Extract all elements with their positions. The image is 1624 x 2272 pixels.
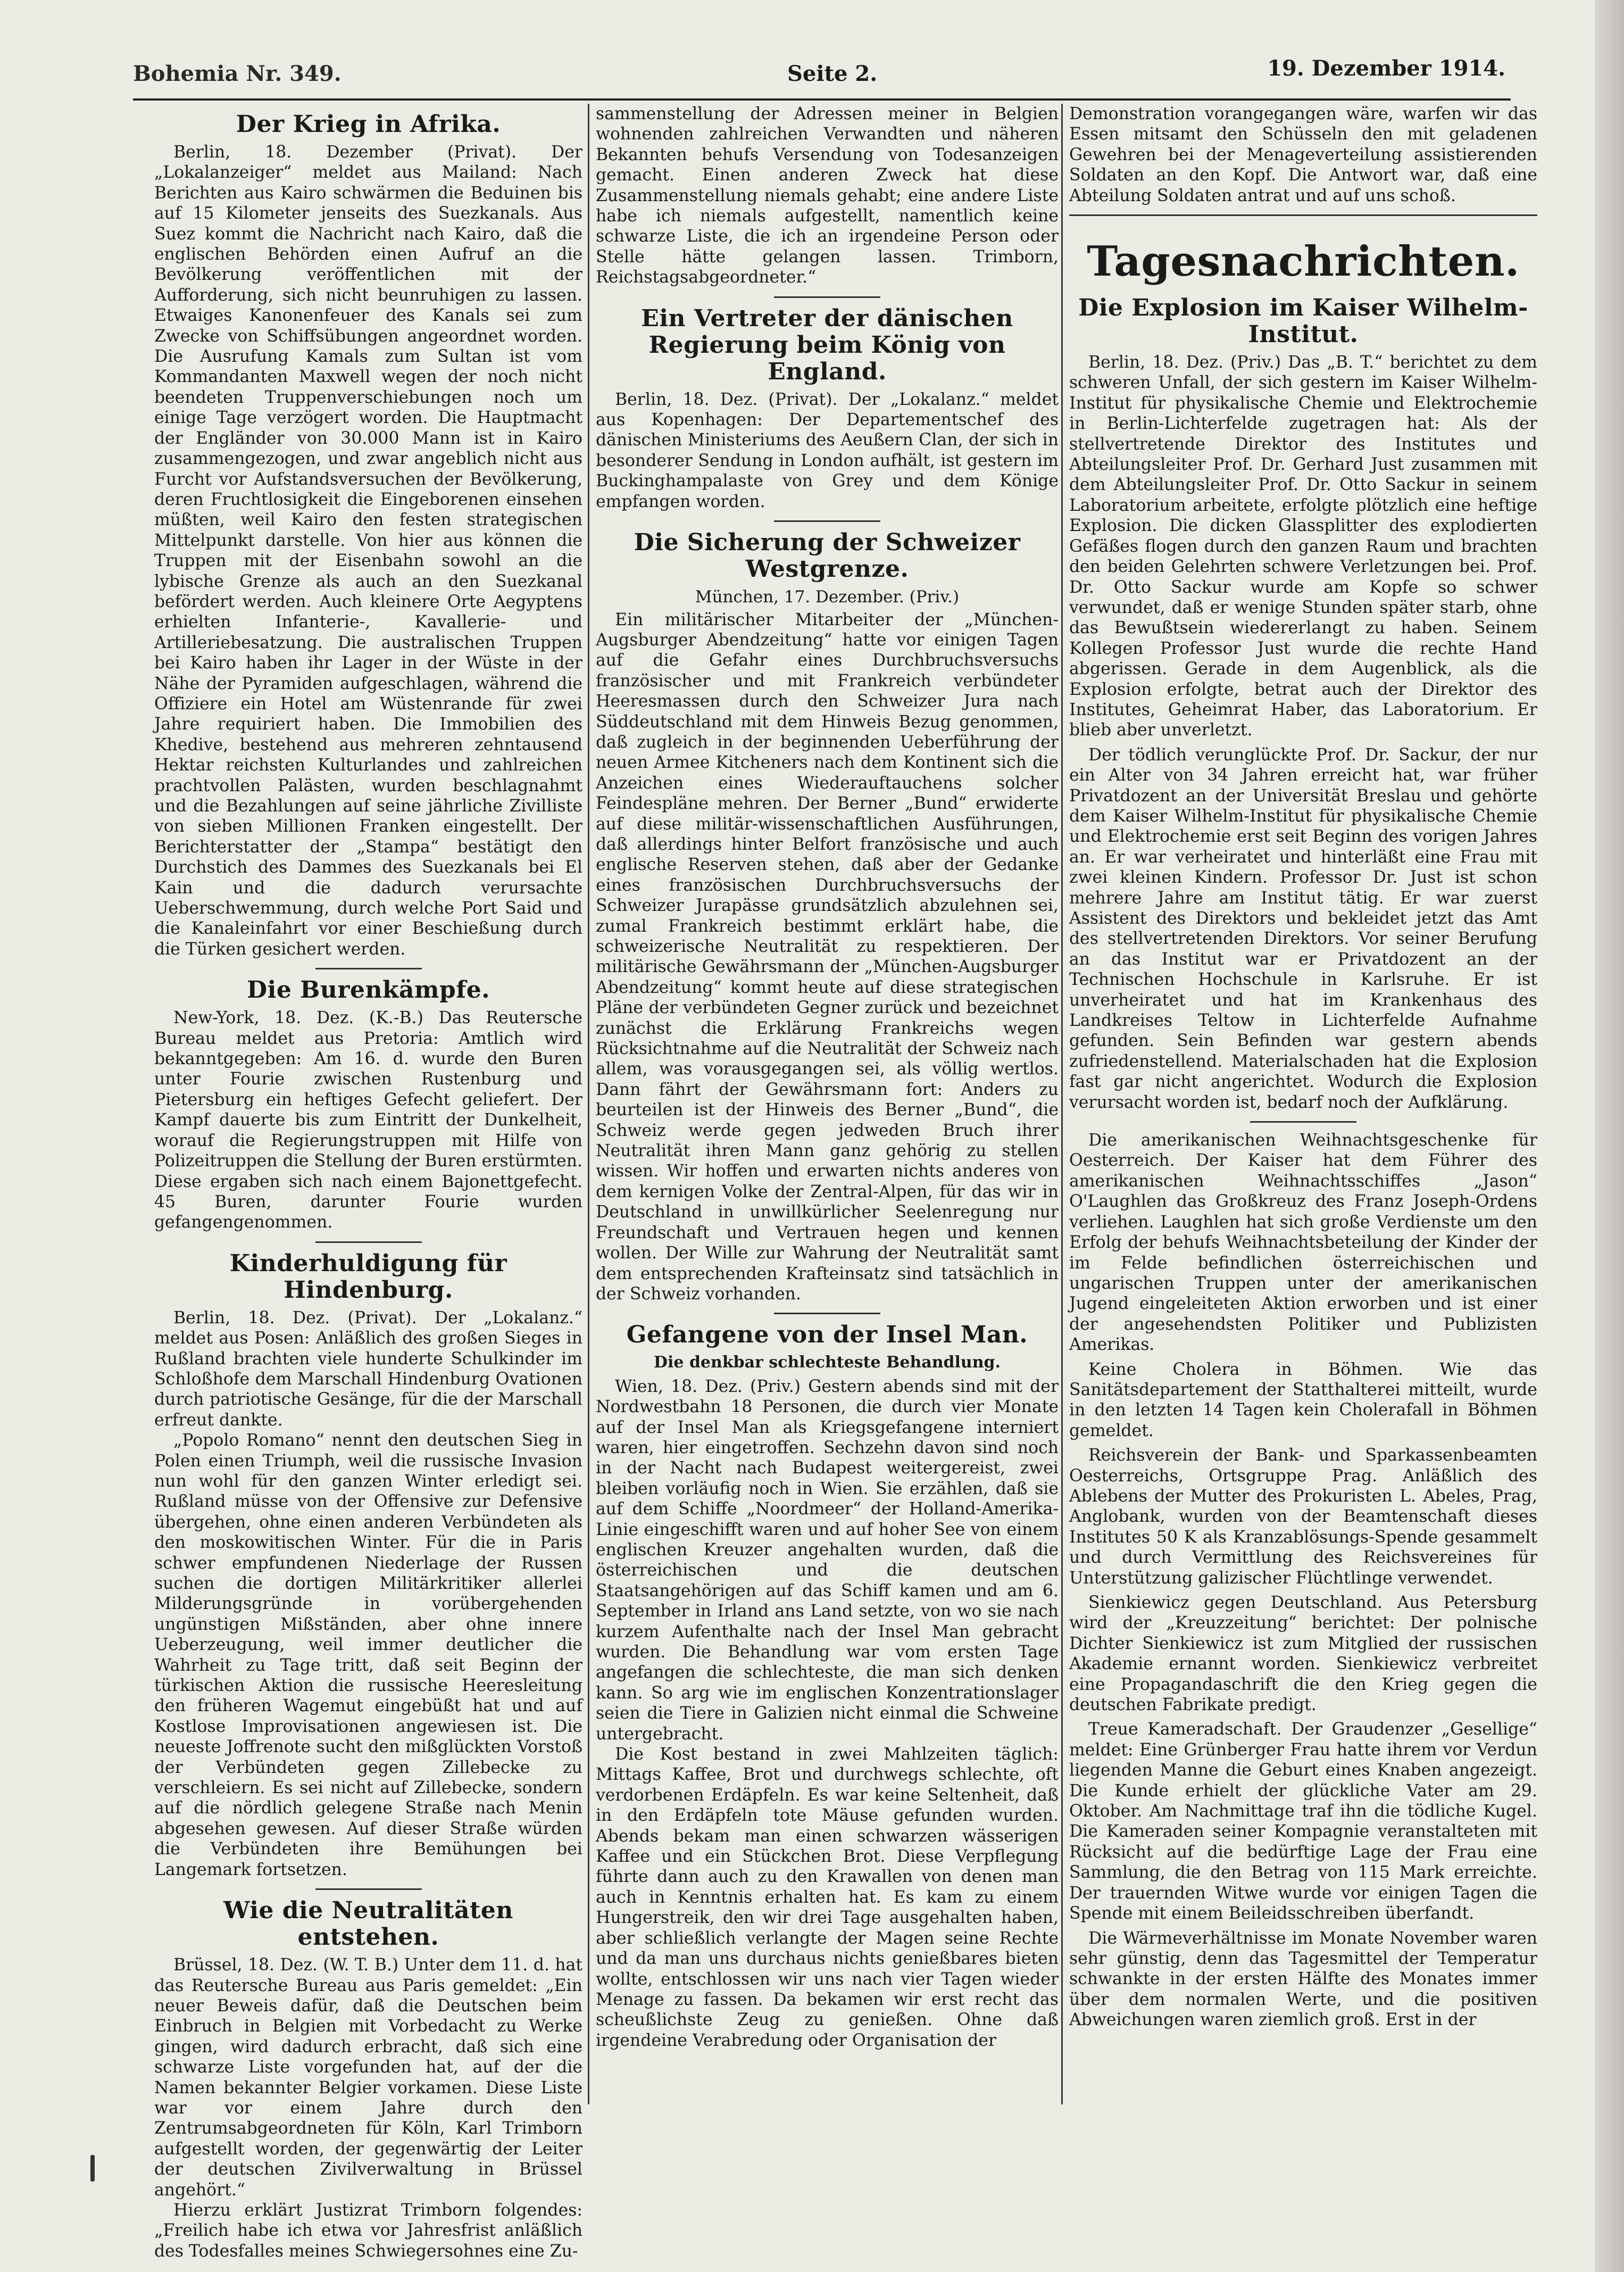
subheadline-behandlung: Die denkbar schlechteste Behandlung. [654, 1353, 1001, 1372]
article-schweiz-text: Ein militärischer Mitarbeiter der „München-Augsburger Abendzeitung“ hatte vor einigen Tagen auf die Gefahr eines Durchbruchsversuchs französischer und mit Frankreich verbündeter Heeresmassen durch den Schweizer Jura nach Süddeutschland mit dem Hinweis Bezug genommen, daß zugleich in der beginnenden Ueberführung der neuen Armee Kitcheners nach dem Kontinent sich die Anzeichen eines Wiederauftauchens solcher Feindespläne mehren. Der Berner „Bund“ erwiderte auf diese militär-wissenschaftlichen Ausführungen, daß allerdings hinter Belfort französische und auch englische Reserven stehen, daß aber der Gedanke eines französischen Durchbruchsversuchs der Schweizer Jurapässe grundsätzlich abzulehnen sei, zumal Frankreich bestimmt erklärt habe, die schweizerische Neutralität zu respektieren. Der militärische Gewährsmann der „München-Augsburger Abendzeitung“ kommt heute auf diese strategischen Pläne der verbündeten Gegner zurück und bezeichnet zunächst die Erklärung Frankreichs wegen Rücksichtnahme auf die Neutralität der Schweiz nach allem, was vorausgegangen sei, als völlig wertlos. Dann fährt der Gewährsmann fort: Anders zu beurteilen ist der Hinweis des Berner „Bund“, die Schweiz werde gegen jedweden Bruch ihrer Neutralität ihren Mann ganz gehörig zu stellen wissen. Wir hoffen und erwarten nichts anderes von dem kernigen Volke der Zentral-Alpen, für das wir in Deutschland in unwillkürlicher Seelenregung nur Freundschaft und Vertrauen hegen und kennen wollen. Der Wille zur Wahrung der Neutralität samt dem entsprechenden Krafteinsatz sind tatsächlich in der Schweiz vorhanden. [596, 610, 1059, 1304]
news-sienkiewicz: Sienkiewicz gegen Deutschland. Aus Petersburg wird der „Kreuzzeitung“ berichtet: Der polnische Dichter Sienkiewicz ist zum Mitglied der russischen Akademie ernannt worden. Sienkiewicz verbreitet eine Propagandaschrift die den Krieg gegen die deutschen Fabrikate predigt. [1069, 1593, 1537, 1715]
headline-insel-man: Gefangene von der Insel Man. [626, 1321, 1028, 1349]
divider [1250, 1121, 1356, 1123]
headline-explosion: Die Explosion im Kaiser Wilhelm-Institut. [1078, 294, 1528, 349]
header-rule [133, 98, 1511, 101]
divider [1069, 214, 1537, 216]
divider [774, 296, 880, 298]
news-keine-cholera: Keine Cholera in Böhmen. Wie das Sanitätsdepartement der Statthalterei mitteilt, wurde in den letzten 14 Tagen kein Cholerafall in Böhmen gemeldet. [1069, 1359, 1537, 1440]
news-kameradschaft: Treue Kameradschaft. Der Graudenzer „Gesellige“ meldet: Eine Grünberger Frau hatte ihrem vor Verdun liegenden Manne die Geburt eines Knaben angezeigt. Die Kunde erhielt der glückliche Vater am 29. Oktober. Am Nachmittage traf ihn die tödliche Kugel. Die Kameraden seiner Kompagnie veranstalteten mit Rücksicht auf die bedürftige Lage der Frau eine Sammlung, die den Betrag von 115 Mark erreichte. Der trauernden Witwe wurde vor einigen Tagen die Spende mit einem Beileidsschreiben überfandt. [1069, 1720, 1537, 1923]
header-page-number: Seite 2. [787, 61, 878, 86]
news-reichsverein: Reichsverein der Bank- und Sparkassenbeamten Oesterreichs, Ortsgruppe Prag. Anläßlich des Ablebens der Mutter des Prokuristen L. Abeles, Prag, Anglobank, wurden von der Beamtenschaft dieses Institutes 50 K als Kranzablösungs-Spende gesammelt und durch Vermittlung des Reichsvereines für Unterstützung galizischer Flüchtlinge verwendet. [1069, 1446, 1537, 1588]
headline-krieg-in-afrika: Der Krieg in Afrika. [236, 111, 501, 138]
divider [315, 968, 422, 969]
article-insel-man-kost: Die Kost bestand in zwei Mahlzeiten täglich: Mittags Kaffee, Brot und durchwegs schlechte, oft verdorbenen Erdäpfeln. Es war keine Seltenheit, daß in den Erdäpfeln tote Mäuse gefunden wurden. Abends bekam man einen schwarzen wässerigen Kaffee und ein Stückchen Brot. Diese Verpflegung führte dann auch zu den Krawallen von denen man auch in Kenntnis erhalten hat. Es kam zu einem Hungerstreik, den wir drei Tage ausgehalten haben, aber schließlich verlangte der Magen seine Rechte und da man uns durchaus nichts genießbares bieten wollte, entschlossen wir uns nach vier Tagen wieder Menage zu fassen. Da bekamen wir erst recht das scheußlichste Zeug zu genießen. Ohne daß irgendeine Verabredung oder Organisation der [596, 1745, 1059, 2050]
dateline-muenchen: München, 17. Dezember. (Priv.) [695, 587, 960, 607]
page-header [133, 51, 1505, 93]
article-bruessel-text: Brüssel, 18. Dez. (W. T. B.) Unter dem 11. d. hat das Reutersche Bureau aus Paris gemeldet: „Ein neuer Beweis dafür, daß die Deutschen beim Einbruch in Belgien mit Vorbedacht zu Werke gingen, wird dadurch erbracht, daß sich eine schwarze Liste vorgefunden hat, auf der die Namen bekannter Belgier vorkamen. Diese Liste war vor einem Jahre durch den Zentrumsabgeordneten für Köln, Karl Trimborn aufgestellt worden, der gegenwärtig der Leiter der deutschen Zivilverwaltung in Brüssel angehört.“ [154, 1955, 582, 2200]
headline-schweizer-westgrenze: Die Sicherung der Schweizer Westgrenze. [634, 529, 1021, 583]
column-1 [154, 104, 582, 2261]
article-sackur-text: Der tödlich verunglückte Prof. Dr. Sackur, der nur ein Alter von 34 Jahren erreicht hat, war früher Privatdozent an der Universität Breslau und gehörte dem Kaiser Wilhelm-Institut für physikalische Chemie und Elektrochemie erst seit Beginn des vorigen Jahres an. Er war verheiratet und hinterläßt eine Frau mit zwei kleinen Kindern. Professor Dr. Just ist schon mehrere Jahre am Institut tätig. Er war zuerst Assistent des Direktors und bekleidet jetzt das Amt des stellvertretenden Direktors. Vor seiner Berufung an das Institut war er Privatdozent an der Technischen Hochschule in Karlsruhe. Er ist unverheiratet und hat im Krankenhaus des Landkreises Teltow in Lichterfelde Aufnahme gefunden. Sein Befinden war gestern abends zufriedenstellend. Materialschaden hat die Explosion fast gar nicht angerichtet. Wodurch die Explosion verursacht worden ist, bedarf noch der Aufklärung. [1069, 745, 1537, 1112]
column-2 [596, 104, 1059, 2120]
column-separator-2 [1061, 104, 1063, 2104]
article-afrika-text: Berlin, 18. Dezember (Privat). Der „Lokalanzeiger“ meldet aus Mailand: Nach Berichten aus Kairo schwärmen die Beduinen bis auf 15 Kilometer jenseits des Suezkanals. Aus Suez kommt die Nachricht nach Kairo, daß die englischen Behörden einen Aufruf an die Bevölkerung veröffentlichen mit der Aufforderung, sich nicht beunruhigen zu lassen. Etwaiges Kanonenfeuer des Kanals sei zum Zwecke von Schiffsübungen angeordnet worden. Die Ausrufung Kamals zum Sultan ist vom Kommandanten Maxwell wegen der noch nicht beendeten Truppenverschiebungen noch um einige Tage verzögert worden. Die Hauptmacht der Engländer von 30.000 Mann ist in Kairo zusammengezogen, und zwar angeblich nicht aus Furcht vor Aufstandsversuchen der Bevölkerung, deren Fruchtlosigkeit die Eingeborenen einsehen müßten, weil Kairo den festen strategischen Mittelpunkt darstelle. Von hier aus können die Truppen mit der Eisenbahn sowohl an die lybische Grenze als auch an den Suezkanal befördert werden. Auch kleinere Orte Aegyptens erhielten Infanterie-, Kavallerie- und Artilleriebesatzung. Die australischen Truppen bei Kairo haben ihr Lager in der Wüste in der Nähe der Pyramiden aufgeschlagen, während die Offiziere ein Hotel am Wüstenrande für zwei Jahre requiriert haben. Die Immobilien des Khedive, bestehend aus mehreren zehntausend Hektar reichsten Kulturlandes und zahlreichen prachtvollen Palästen, wurden beschlagnahmt und die Bezahlungen auf seine jährliche Zivilliste von sieben Millionen Franken eingestellt. Der Berichterstatter der „Stampa“ bestätigt den Durchstich des Dammes des Suezkanals bei El Kain und die dadurch verursachte Ueberschwemmung, durch welche Port Said und die Kanaleinfahrt vor einer Beschießung durch die Türken gesichert werden. [154, 143, 582, 959]
news-weihnachtsgeschenke: Die amerikanischen Weihnachtsgeschenke für Oesterreich. Der Kaiser hat dem Führer des amerikanischen Weihnachtsschiffes „Jason“ O'Laughlen das Großkreuz des Franz Joseph-Ordens verliehen. Laughlen hat sich große Verdienste um den Erfolg der behufs Weihnachtsbeteilung der Kinder der im Felde befindlichen österreichischen und ungarischen Truppen unter der amerikanischen Jugend eingeleiteten Aktion erworben und ist einer der angesehendsten Politiker und Publizisten Amerikas. [1069, 1131, 1537, 1355]
header-issue: Bohemia Nr. 349. [133, 61, 342, 86]
divider [315, 1888, 422, 1890]
article-buren-text: New-York, 18. Dez. (K.-B.) Das Reutersche Bureau meldet aus Pretoria: Amtlich wird bekanntgegeben: Am 16. d. wurde den Buren unter Fourie zwischen Rustenburg und Pietersburg ein heftiges Gefecht geliefert. Der Kampf dauerte bis zum Eintritt der Dunkelheit, worauf die Regierungstruppen mit Hilfe von Polizeitruppen die Stellung der Buren erstürmten. Diese ergaben sich nach einem Bajonettgefecht. 45 Buren, darunter Fourie wurden gefangengenommen. [154, 1008, 582, 1232]
news-waermeverhaeltnisse: Die Wärmeverhältnisse im Monate November waren sehr günstig, denn das Tagesmittel der Temperatur schwankte in der ersten Hälfte des Monates immer über dem normalen Werte, und die positiven Abweichungen waren ziemlich groß. Erst in der [1069, 1928, 1537, 2030]
column-3 [1069, 104, 1537, 2120]
column-separator-1 [588, 104, 589, 2104]
divider [315, 1241, 422, 1243]
divider [774, 520, 880, 522]
article-popolo-romano-text: „Popolo Romano“ nennt den deutschen Sieg in Polen einen Triumph, weil die russische Invasion nun wohl für den ganzen Winter erledigt sei. Rußland müsse von der Offensive zur Defensive übergehen, ohne einen anderen Verbündeten als den moskowitischen Winter. Für die in Paris schwer empfundenen Niederlage der Russen suchen die dortigen Militärkritiker allerlei Milderungsgründe in vorübergehenden ungünstigen Mißständen, aber ohne innere Ueberzeugung, weil immer deutlicher die Wahrheit zu Tage tritt, daß seit Beginn der türkischen Aktion die russische Heeresleitung den früheren Wagemut eingebüßt hat und auf Kostlose Improvisationen angewiesen ist. Die neueste Joffrenote sucht den mißglückten Vorstoß der Verbündeten gegen Zillebecke zu verschleiern. Es sei nicht auf Zillebecke, sondern auf die nördlich gelegene Straße nach Menin abgesehen gewesen. Auf dieser Straße würden die Verbündeten ihre Bemühungen bei Langemark fortsetzen. [154, 1431, 582, 1879]
header-date: 19. Dezember 1914. [1267, 56, 1505, 81]
article-explosion-text: Berlin, 18. Dez. (Priv.) Das „B. T.“ berichtet zu dem schweren Unfall, der sich gestern im Kaiser Wilhelm-Institut für physikalische Chemie und Elektrochemie in Berlin-Lichterfelde zugetragen hat: Als der stellvertretende Direktor des Institutes und Abteilungsleiter Prof. Dr. Gerhard Just zusammen mit dem Abteilungsleiter Prof. Dr. Otto Sackur in seinem Laboratorium arbeitete, erfolgte plötzlich eine heftige Explosion. Die dicken Glassplitter des explodierten Gefäßes flogen durch den ganzen Raum und brachten den beiden Gelehrten schwere Verletzungen bei. Prof. Dr. Otto Sackur wurde am Kopfe so schwer verwundet, daß er wenige Stunden später starb, ohne das Bewußtsein wiedererlangt zu haben. Seinem Kollegen Professor Just wurde die rechte Hand abgerissen. Gerade in dem Augenblick, als die Explosion erfolgte, betrat auch der Direktor des Institutes, Geheimrat Haber, das Laboratorium. Er blieb aber unverletzt. [1069, 353, 1537, 740]
article-trimborn-continued: sammenstellung der Adressen meiner in Belgien wohnenden zahlreichen Verwandten und näheren Bekannten behufs Versendung von Todesanzeigen gemacht. Einen anderen Zweck hat diese Zusammenstellung niemals gehabt; eine andere Liste habe ich niemals aufgestellt, namentlich keine schwarze Liste, die ich an irgendeine Person oder Stelle hätte gelangen lassen. Trimborn, Reichstagsabgeordneter.“ [596, 104, 1059, 287]
headline-neutralitaeten: Wie die Neutralitäten entstehen. [223, 1897, 513, 1951]
article-insel-man-continued: Demonstration vorangegangen wäre, warfen wir das Essen mitsamt den Schüsseln den mit geladenen Gewehren bei der Menageverteilung assistierenden Soldaten an den Kopf. Die Antwort war, daß eine Abteilung Soldaten antrat und auf uns schoß. [1069, 104, 1537, 205]
section-title-tagesnachrichten: Tagesnachrichten. [1087, 237, 1520, 286]
page-edge-shadow [1595, 0, 1624, 2272]
headline-hindenburg: Kinderhuldigung für Hindenburg. [229, 1249, 507, 1304]
article-insel-man-text: Wien, 18. Dez. (Priv.) Gestern abends sind mit der Nordwestbahn 18 Personen, die durch vier Monate auf der Insel Man als Kriegsgefangene interniert waren, hier eingetroffen. Sechzehn davon sind noch in der Nacht nach Budapest weitergereist, zwei bleiben vorläufig noch in Wien. Sie erzählen, daß sie auf dem Schiffe „Noordmeer“ der Holland-Amerika-Linie eingeschifft waren und auf hoher See von einem englischen Kreuzer angehalten wurden, daß die österreichischen und die deutschen Staatsangehörigen auf das Schiff kamen und am 6. September in Irland ans Land setzte, von wo sie nach kurzem Aufenthalte nach der Insel Man gebracht wurden. Die Behandlung war vom ersten Tage angefangen die schlechteste, die man sich denken kann. So arg wie im englischen Konzentrationslager seien die Tiere in Galizien nicht einmal die Schweine untergebracht. [596, 1377, 1059, 1744]
margin-mark [90, 2155, 95, 2182]
headline-burenkaempfe: Die Burenkämpfe. [246, 976, 490, 1004]
headline-daenische-regierung: Ein Vertreter der dänischen Regierung beim König von England. [641, 304, 1013, 385]
article-hindenburg-text: Berlin, 18. Dez. (Privat). Der „Lokalanz.“ meldet aus Posen: Anläßlich des großen Sieges in Rußland brachten viele hunderte Schulkinder im Schloßhofe dem Marschall Hindenburg Ovationen durch patriotische Gesänge, für die der Marschall erfreut dankte. [154, 1308, 582, 1430]
article-trimborn-text: Hierzu erklärt Justizrat Trimborn folgendes: „Freilich habe ich etwa vor Jahresfrist anläßlich des Todesfalles meines Schwiegersohnes eine Zu- [154, 2200, 582, 2261]
divider [774, 1313, 880, 1314]
article-daenemark-text: Berlin, 18. Dez. (Privat). Der „Lokalanz.“ meldet aus Kopenhagen: Der Departementschef des dänischen Ministeriums des Aeußern Clan, der sich in besonderer Sendung in London aufhält, ist gestern im Buckinghampalaste von Grey und dem Könige empfangen worden. [596, 389, 1059, 511]
